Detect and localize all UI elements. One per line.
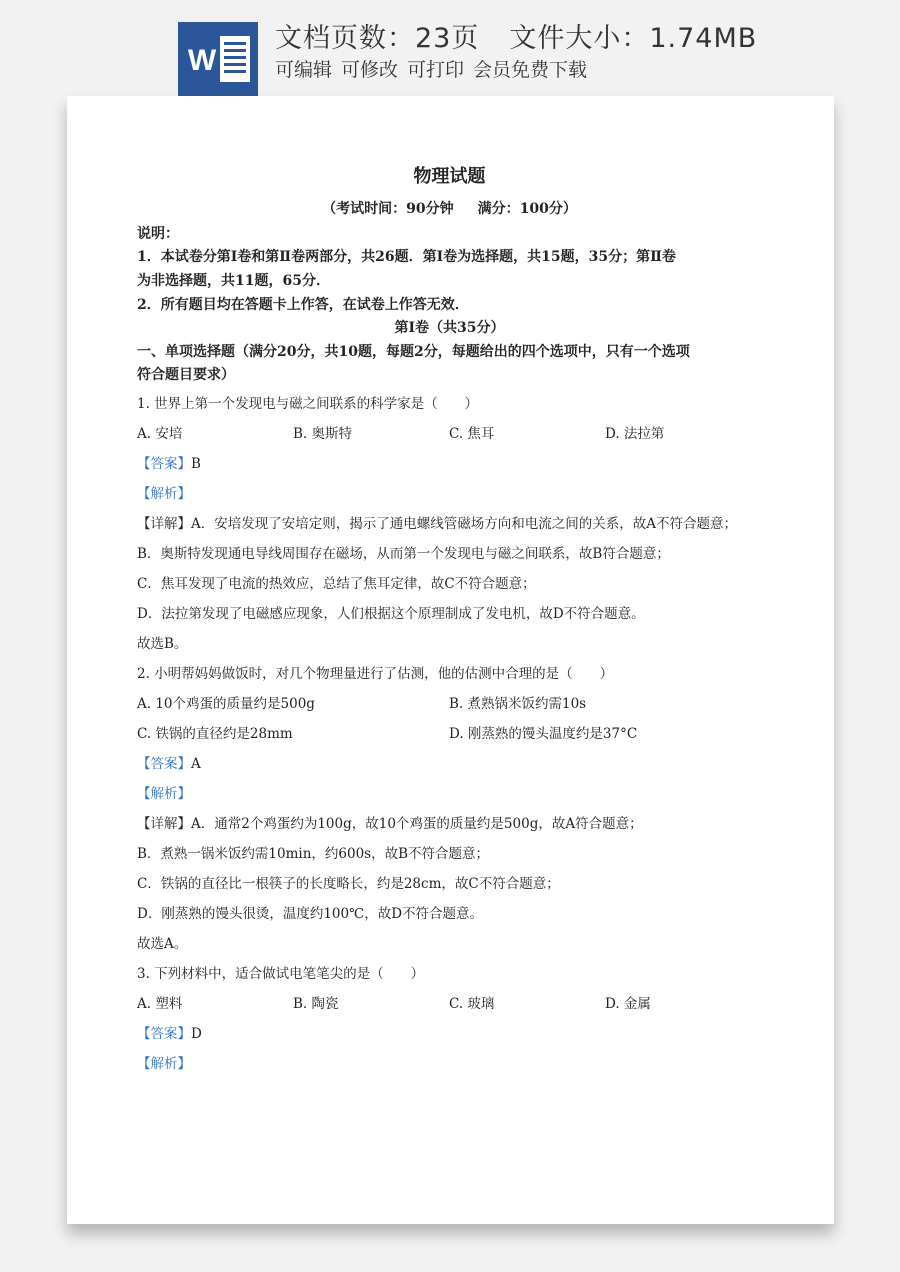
full-score: 满分：100分）	[477, 201, 577, 217]
part-heading-cont: 符合题目要求）	[137, 367, 235, 383]
doc-meta	[275, 16, 757, 55]
question-stem: 2. 小明帮妈妈做饭时，对几个物理量进行了估测，他的估测中合理的是（ ）	[137, 666, 614, 682]
option-b: B. 煮熟锅米饭约需10s	[449, 696, 587, 712]
option-a: A. 塑料	[137, 996, 183, 1012]
detail-line: D．刚蒸熟的馒头很烫，温度约100℃，故D不符合题意。	[137, 906, 484, 922]
answer-line	[137, 1022, 202, 1042]
detail-line: 【详解】A．通常2个鸡蛋约为100g，故10个鸡蛋的质量约是500g，故A符合题意；	[137, 816, 643, 832]
analysis-tag: 【解析】	[137, 786, 191, 802]
feature-printable: 可打印	[407, 59, 465, 81]
section-title: 第Ⅰ卷（共35分）	[394, 320, 505, 336]
conclusion-line: 故选A。	[137, 936, 188, 952]
question-stem: 1. 世界上第一个发现电与磁之间联系的科学家是（ ）	[137, 396, 479, 412]
detail-line: C．铁锅的直径比一根筷子的长度略长，约是28cm，故C不符合题意；	[137, 876, 560, 892]
conclusion-line: 故选B。	[137, 636, 188, 652]
option-d: D. 刚蒸熟的馒头温度约是37°C	[449, 726, 638, 742]
option-b: B. 奥斯特	[293, 426, 353, 442]
answer-value: A	[191, 756, 201, 772]
option-c: C. 焦耳	[449, 426, 495, 442]
option-d: D. 金属	[605, 996, 651, 1012]
part-heading: 一、单项选择题（满分20分，共10题，每题2分，每题给出的四个选项中，只有一个选项	[137, 344, 690, 360]
option-c: C. 玻璃	[449, 996, 495, 1012]
page-count: 文档页数：23页	[275, 23, 480, 54]
analysis-tag: 【解析】	[137, 486, 191, 502]
note-2: 2．所有题目均在答题卡上作答，在试卷上作答无效．	[137, 297, 469, 313]
feature-editable: 可编辑	[275, 59, 333, 81]
answer-value: D	[191, 1026, 202, 1042]
word-doc-icon	[178, 22, 258, 96]
answer-line	[137, 452, 201, 472]
note-1-cont: 为非选择题，共11题，65分．	[137, 273, 330, 289]
detail-line: B．奥斯特发现通电导线周围存在磁场，从而第一个发现电与磁之间联系，故B符合题意；	[137, 546, 670, 562]
option-b: B. 陶瓷	[293, 996, 339, 1012]
detail-line: 【详解】A．安培发现了安培定则，揭示了通电螺线管磁场方向和电流之间的关系，故A不符合题意；	[137, 516, 737, 532]
notes-label: 说明：	[137, 226, 179, 242]
option-a: A. 安培	[137, 426, 183, 442]
exam-info	[137, 198, 762, 218]
exam-time: （考试时间：90分钟	[322, 201, 454, 217]
document-page	[67, 96, 834, 1224]
option-c: C. 铁锅的直径约是28mm	[137, 726, 293, 742]
svg-text:W: W	[187, 44, 217, 77]
answer-line	[137, 752, 201, 772]
note-1: 1．本试卷分第Ⅰ卷和第Ⅱ卷两部分，共26题．第Ⅰ卷为选择题，共15题，35分；第Ⅱ卷	[137, 249, 676, 265]
detail-line: C．焦耳发现了电流的热效应，总结了焦耳定律，故C不符合题意；	[137, 576, 536, 592]
question-stem: 3. 下列材料中，适合做试电笔笔尖的是（ ）	[137, 966, 425, 982]
option-a: A. 10个鸡蛋的质量约是500g	[137, 696, 315, 712]
answer-tag: 【答案】	[137, 1026, 191, 1042]
download-banner	[0, 0, 900, 98]
feature-list	[275, 55, 596, 82]
answer-tag: 【答案】	[137, 456, 191, 472]
feature-member-download: 会员免费下载	[473, 59, 588, 81]
file-size: 文件大小：1.74MB	[509, 23, 758, 54]
feature-modifiable: 可修改	[341, 59, 399, 81]
option-d: D. 法拉第	[605, 426, 665, 442]
analysis-tag: 【解析】	[137, 1056, 191, 1072]
answer-tag: 【答案】	[137, 756, 191, 772]
detail-line: D．法拉第发现了电磁感应现象，人们根据这个原理制成了发电机，故D不符合题意。	[137, 606, 645, 622]
detail-line: B．煮熟一锅米饭约需10min，约600s，故B不符合题意；	[137, 846, 490, 862]
answer-value: B	[191, 456, 201, 472]
page-title: 物理试题	[413, 166, 486, 187]
